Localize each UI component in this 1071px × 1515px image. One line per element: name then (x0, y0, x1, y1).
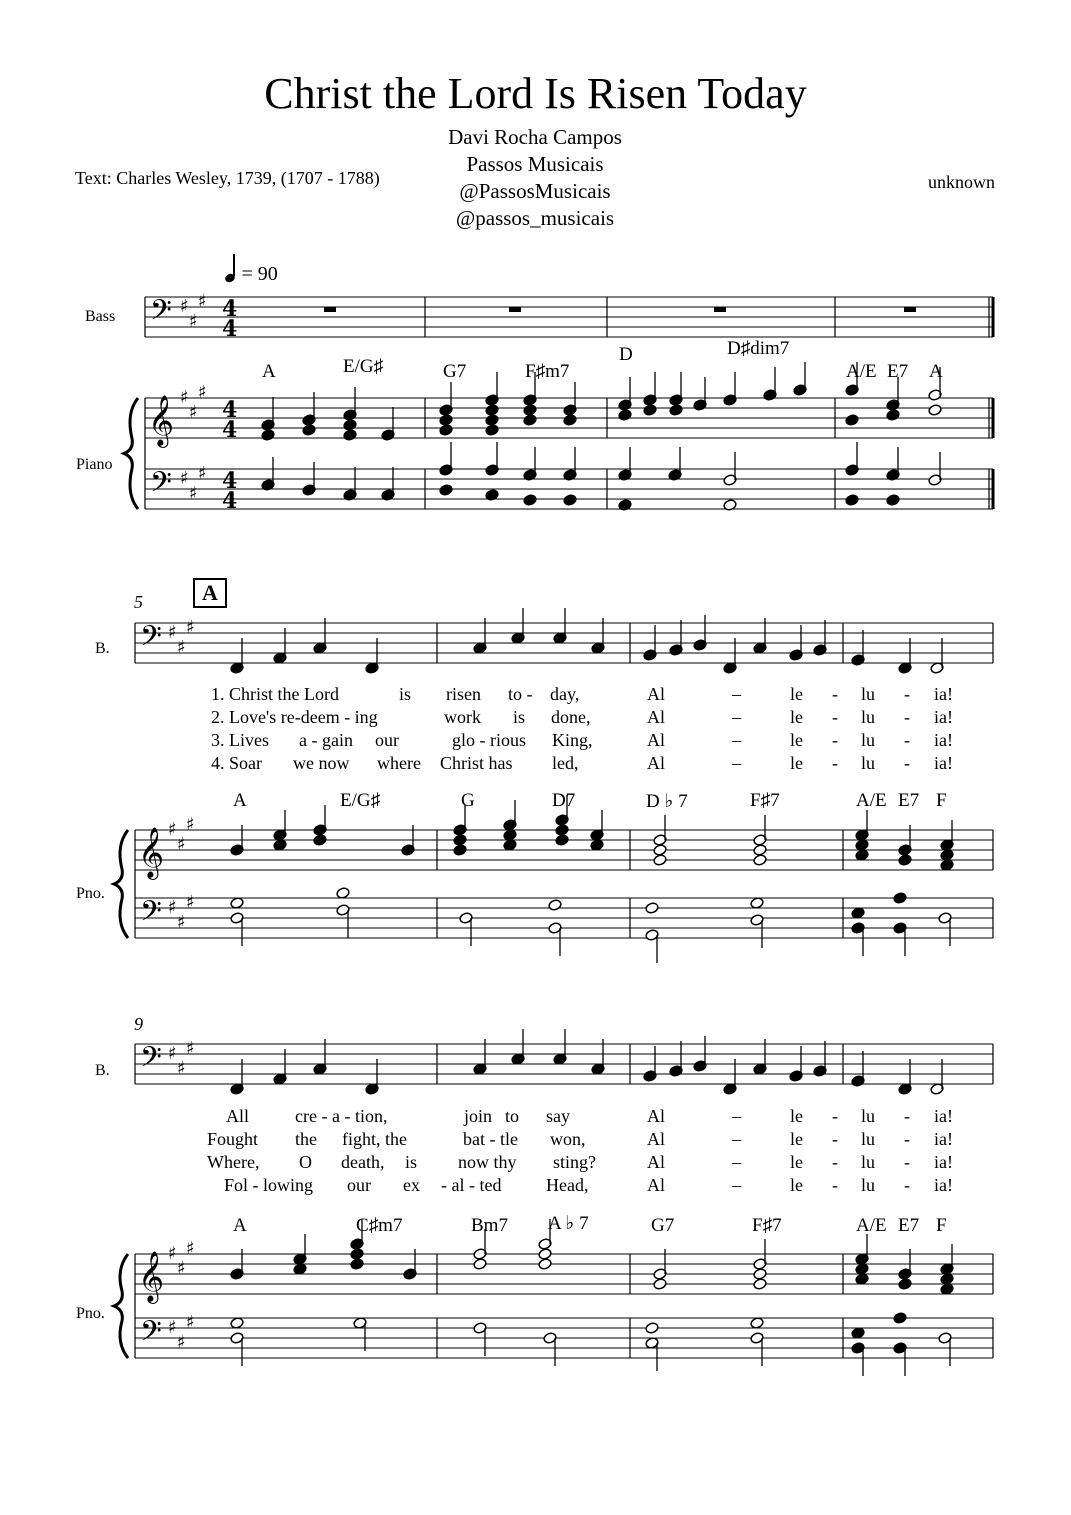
bass-clef-icon: 𝄢 (140, 620, 162, 660)
note-head (669, 404, 683, 417)
chord-symbol: D7 (552, 790, 576, 811)
sharp-icon: ♯ (168, 897, 177, 918)
sharp-icon: ♯ (186, 814, 195, 835)
note-head (273, 839, 287, 852)
note-head (851, 907, 865, 920)
arranger-name: Davi Rocha Campos (448, 125, 622, 149)
lyric-syllable: le (790, 1175, 803, 1195)
lyric-syllable: glo - rious (452, 730, 526, 750)
note-head (563, 494, 577, 507)
lyric-syllable: - (832, 684, 838, 704)
lyric-syllable: Al (647, 707, 665, 727)
lyric-syllable: day, (550, 684, 580, 704)
note-head (473, 1258, 487, 1271)
chord-symbol: E7 (887, 361, 909, 382)
lyric-syllable: King, (552, 730, 593, 750)
chord-symbol: E7 (898, 1215, 920, 1236)
sharp-icon: ♯ (198, 382, 207, 403)
sharp-icon: ♯ (177, 1058, 186, 1079)
lyric-syllable: cre - a - tion, (295, 1106, 388, 1126)
note-head (855, 839, 869, 852)
note-head (653, 1278, 667, 1291)
lyric-syllable: we now (293, 753, 350, 773)
bass-clef-icon: 𝄢 (150, 294, 172, 334)
note-head (485, 424, 499, 437)
lyric-syllable: led, (552, 753, 579, 773)
lyric-syllable: ia! (934, 730, 953, 750)
lyric-syllable: le (790, 1106, 803, 1126)
note-head (302, 424, 316, 437)
note-head (343, 419, 357, 432)
note-head (350, 1258, 364, 1271)
chord-symbol: A/E (846, 361, 877, 382)
note-head (503, 829, 517, 842)
chord-symbol: D (619, 344, 633, 365)
lyric-syllable: le (790, 730, 803, 750)
note-head (750, 897, 764, 910)
chord-symbol: F (936, 1215, 947, 1236)
chord-symbol: G7 (651, 1215, 675, 1236)
sharp-icon: ♯ (180, 296, 189, 317)
lyric-syllable: - (904, 1129, 910, 1149)
note-head (618, 409, 632, 422)
treble-clef-icon: 𝄞 (138, 827, 165, 878)
lyric-syllable: 2. Love's re-deem - ing (211, 707, 378, 727)
note-head (855, 1273, 869, 1286)
chord-symbol: F♯m7 (525, 361, 570, 382)
bass-clef-icon: 𝄢 (140, 1041, 162, 1081)
lyric-syllable: lu (861, 1129, 876, 1149)
lyric-syllable: Al (647, 1152, 665, 1172)
sharp-icon: ♯ (189, 483, 198, 504)
sharp-icon: ♯ (168, 622, 177, 643)
time-sig-bottom: 4 (222, 417, 238, 443)
chord-symbol: A (929, 361, 943, 382)
measure-number: 9 (134, 1014, 143, 1034)
lyric-syllable: 1. Christ the Lord (211, 684, 339, 704)
lyric-syllable: say (546, 1106, 570, 1126)
lyric-syllable: ia! (934, 753, 953, 773)
lyric-syllable: Fought (207, 1129, 259, 1149)
lyric-syllable: – (732, 1152, 741, 1172)
lyric-syllable: now thy (458, 1152, 517, 1172)
rehearsal-mark: A (193, 578, 227, 608)
lyric-syllable: Al (647, 1175, 665, 1195)
note-head (893, 1312, 907, 1325)
lyric-syllable: - (904, 684, 910, 704)
social-handle-2: @passos_musicais (455, 206, 615, 230)
social-handle-1: @PassosMusicais (459, 179, 611, 203)
lyric-syllable: - (832, 1106, 838, 1126)
lyric-syllable: to (505, 1106, 520, 1126)
note-head (485, 414, 499, 427)
lyric-syllable: O (299, 1152, 312, 1172)
lyric-syllable: our (375, 730, 399, 750)
lyric-syllable: done, (551, 707, 591, 727)
bass-clef-icon: 𝄢 (140, 1315, 162, 1355)
time-sig-bottom: 4 (222, 488, 238, 514)
sharp-icon: ♯ (180, 387, 189, 408)
sharp-icon: ♯ (168, 1043, 177, 1064)
lyric-syllable: lu (861, 1106, 876, 1126)
sharp-icon: ♯ (186, 1312, 195, 1333)
lyric-syllable: a - gain (299, 730, 353, 750)
brace (124, 398, 138, 509)
lyric-syllable: - al - ted (441, 1175, 502, 1195)
chord-symbol: E7 (898, 790, 920, 811)
note-head (453, 834, 467, 847)
lyric-syllable: - (832, 707, 838, 727)
lyric-syllable: Al (647, 753, 665, 773)
whole-rest-icon (509, 307, 521, 312)
note-head (523, 414, 537, 427)
lyric-syllable: ia! (934, 707, 953, 727)
sharp-icon: ♯ (168, 1243, 177, 1264)
publisher-name: Passos Musicais (466, 152, 604, 176)
note-head (503, 839, 517, 852)
lyric-syllable: Al (647, 1106, 665, 1126)
sharp-icon: ♯ (177, 637, 186, 658)
piano-label: Piano (76, 456, 113, 473)
note-head (851, 1327, 865, 1340)
note-head (453, 844, 467, 857)
lyric-syllable: - (832, 1175, 838, 1195)
lyric-syllable: lu (861, 684, 876, 704)
lyric-syllable: le (790, 684, 803, 704)
lyric-syllable: – (732, 1106, 741, 1126)
note-head (343, 429, 357, 442)
note-head (538, 1248, 552, 1261)
note-head (893, 892, 907, 905)
note-head (350, 1248, 364, 1261)
bass-label: Bass (85, 308, 116, 325)
note-head (548, 899, 562, 912)
lyric-syllable: bat - tle (463, 1129, 518, 1149)
bass-label-short: B. (95, 640, 110, 657)
chord-symbol: E/G♯ (340, 790, 381, 811)
note-head (590, 839, 604, 852)
time-sig-top: 4 (222, 397, 238, 423)
lyric-syllable: – (732, 1129, 741, 1149)
brace (114, 830, 128, 938)
note-head (940, 1283, 954, 1296)
lyric-syllable: – (732, 684, 741, 704)
chord-symbol: A (233, 1215, 247, 1236)
lyric-syllable: lu (861, 753, 876, 773)
time-sig-bottom: 4 (222, 316, 238, 342)
treble-clef-icon: 𝄞 (148, 395, 175, 446)
lyric-syllable: Fol - lowing (224, 1175, 314, 1195)
chord-symbol: F♯7 (750, 790, 780, 811)
treble-clef-icon: 𝄞 (138, 1251, 165, 1302)
note-head (555, 834, 569, 847)
lyric-syllable: - (832, 730, 838, 750)
lyric-syllable: join (464, 1106, 493, 1126)
sharp-icon: ♯ (189, 402, 198, 423)
lyric-syllable: Where, (207, 1152, 260, 1172)
note-head (653, 844, 667, 857)
chord-symbol: F♯7 (752, 1215, 782, 1236)
note-head (855, 1263, 869, 1276)
whole-rest-icon (324, 307, 336, 312)
chord-symbol: Bm7 (471, 1215, 508, 1236)
measure-number: 5 (134, 592, 143, 612)
chord-symbol: C♯m7 (356, 1215, 403, 1236)
lyric-syllable: – (732, 1175, 741, 1195)
lyric-syllable: ex (403, 1175, 420, 1195)
note-head (940, 859, 954, 872)
sharp-icon: ♯ (186, 617, 195, 638)
note-head (753, 854, 767, 867)
lyric-syllable: is (405, 1152, 418, 1172)
lyric-syllable: Head, (546, 1175, 589, 1195)
lyric-syllable: - (904, 1152, 910, 1172)
lyric-syllable: - (904, 707, 910, 727)
lyric-syllable: ia! (934, 684, 953, 704)
note-head (940, 849, 954, 862)
lyric-syllable: lu (861, 707, 876, 727)
piano-label-short-2: Pno. (76, 1305, 105, 1322)
chord-symbol: A/E (856, 790, 887, 811)
note-head (523, 494, 537, 507)
lyric-syllable: the (295, 1129, 317, 1149)
note-head (523, 404, 537, 417)
chord-symbol: A (262, 361, 276, 382)
note-head (336, 887, 350, 900)
note-head (293, 1263, 307, 1276)
bass-clef-icon: 𝄢 (140, 895, 162, 935)
lyric-syllable: fight, the (342, 1129, 407, 1149)
brace (114, 1254, 128, 1358)
sharp-icon: ♯ (177, 912, 186, 933)
note-head (439, 414, 453, 427)
lyric-syllable: - (832, 753, 838, 773)
lyric-syllable: ia! (934, 1152, 953, 1172)
lyric-syllable: - (832, 1129, 838, 1149)
lyric-syllable: le (790, 1152, 803, 1172)
note-head (928, 404, 942, 417)
time-sig-top: 4 (222, 468, 238, 494)
sharp-icon: ♯ (198, 463, 207, 484)
sharp-icon: ♯ (186, 892, 195, 913)
lyric-syllable: - (904, 730, 910, 750)
lyric-syllable: is (513, 707, 526, 727)
note-head (643, 404, 657, 417)
lyric-syllable: to - (508, 684, 533, 704)
note-head (653, 854, 667, 867)
whole-rest-icon (714, 307, 726, 312)
chord-symbol: A/E (856, 1215, 887, 1236)
sharp-icon: ♯ (177, 1332, 186, 1353)
sharp-icon: ♯ (186, 1238, 195, 1259)
note-head (940, 1273, 954, 1286)
sharp-icon: ♯ (168, 819, 177, 840)
chord-symbol: G7 (443, 361, 467, 382)
sharp-icon: ♯ (189, 311, 198, 332)
bass-label-short-2: B. (95, 1062, 110, 1079)
note-head (230, 1317, 244, 1330)
lyric-syllable: - (904, 753, 910, 773)
lyric-syllable: - (832, 1152, 838, 1172)
chord-symbol: F (936, 790, 947, 811)
lyric-syllable: our (347, 1175, 371, 1195)
note-head (645, 1322, 659, 1335)
lyric-syllable: le (790, 753, 803, 773)
lyric-syllable: won, (550, 1129, 586, 1149)
note-head (555, 824, 569, 837)
note-head (898, 854, 912, 867)
lyric-syllable: risen (446, 684, 481, 704)
note-head (439, 484, 453, 497)
note-head (886, 409, 900, 422)
lyric-syllable: where (377, 753, 421, 773)
note-head (886, 494, 900, 507)
note-head (538, 1258, 552, 1271)
lyric-syllable: Al (647, 1129, 665, 1149)
note-head (750, 1317, 764, 1330)
chord-symbol: E/G♯ (343, 356, 384, 377)
lyric-syllable: ia! (934, 1129, 953, 1149)
lyric-syllable: ia! (934, 1175, 953, 1195)
note-head (753, 844, 767, 857)
note-head (230, 897, 244, 910)
note-head (753, 1268, 767, 1281)
lyric-syllable: Christ has (440, 753, 513, 773)
lyric-syllable: Al (647, 684, 665, 704)
note-head (845, 494, 859, 507)
lyric-syllable: – (732, 707, 741, 727)
lyric-syllable: 3. Lives (211, 730, 269, 750)
lyric-syllable: le (790, 1129, 803, 1149)
lyric-syllable: death, (341, 1152, 385, 1172)
sharp-icon: ♯ (198, 291, 207, 312)
tempo-value: = 90 (241, 263, 278, 285)
note-head (753, 1278, 767, 1291)
note-head (261, 429, 275, 442)
note-head (313, 834, 327, 847)
chord-symbol: D♯dim7 (727, 338, 790, 359)
note-head (898, 1278, 912, 1291)
sharp-icon: ♯ (186, 1038, 195, 1059)
sharp-icon: ♯ (180, 468, 189, 489)
note-head (855, 849, 869, 862)
sharp-icon: ♯ (177, 1258, 186, 1279)
lyric-syllable: – (732, 753, 741, 773)
lyric-syllable: le (790, 707, 803, 727)
note-head (485, 404, 499, 417)
lyric-syllable: lu (861, 1175, 876, 1195)
bass-clef-icon: 𝄢 (150, 466, 172, 506)
note-head (645, 902, 659, 915)
note-head (563, 414, 577, 427)
whole-rest-icon (904, 307, 916, 312)
chord-symbol: A ♭ 7 (548, 1213, 589, 1234)
lyric-syllable: All (226, 1106, 250, 1126)
sharp-icon: ♯ (168, 1317, 177, 1338)
lyric-syllable: Al (647, 730, 665, 750)
time-sig-top: 4 (222, 296, 238, 322)
piano-label-short: Pno. (76, 885, 105, 902)
lyric-syllable: 4. Soar (211, 753, 262, 773)
lyric-syllable: – (732, 730, 741, 750)
chord-symbol: D ♭ 7 (646, 791, 688, 812)
lyric-syllable: is (399, 684, 412, 704)
sharp-icon: ♯ (177, 834, 186, 855)
song-title: Christ the Lord Is Risen Today (264, 69, 807, 118)
lyric-syllable: sting? (553, 1152, 596, 1172)
lyricist-credit: Text: Charles Wesley, 1739, (1707 - 1788) (75, 168, 380, 188)
chord-symbol: G (461, 790, 475, 811)
lyric-syllable: ia! (934, 1106, 953, 1126)
note-head (845, 414, 859, 427)
lyric-syllable: work (444, 707, 481, 727)
composer-credit: unknown (928, 172, 995, 192)
lyric-syllable: - (904, 1106, 910, 1126)
note-head (439, 424, 453, 437)
lyric-syllable: lu (861, 1152, 876, 1172)
lyric-syllable: lu (861, 730, 876, 750)
chord-symbol: A (233, 790, 247, 811)
lyric-syllable: - (904, 1175, 910, 1195)
